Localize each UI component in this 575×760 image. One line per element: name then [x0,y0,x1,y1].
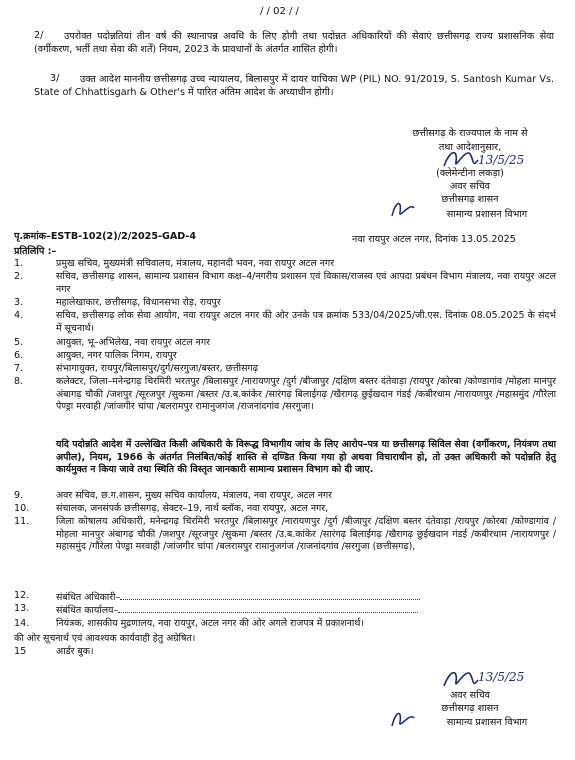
list-item: महालेखाकार, छत्तीसगढ़, विधानसभा रोड़, रायपुर [56,297,221,308]
list-item-continuation: की ओर सूचनार्थ एवं आवश्यक कार्यवाही हेतु अग्रेषित। [14,633,196,644]
para-3-text: उक्त आदेश माननीय छत्तीसगढ़ उच्च न्यायालय, बिलासपुर में दायर याचिका WP (PIL) NO. 91/2019, S. Santosh Kumar Vs. State of Chhattisgarh & Other's में पारित अंतिम आदेश के अध्याधीन होगी। [34,74,554,98]
list-item: आयुक्त, नगर पालिक निगम, रायपुर [56,350,177,361]
list-item: जिला कोषालय अधिकारी, मनेन्द्रगढ़ चिरमिरी भरतपुर /बिलासपुर /नारायणपुर /दुर्ग /बीजापुर /दक्षिण बस्तर दंतेवाड़ा /रायपुर /कोरबा /कोण्डागांव /मोहला मानपुर अंबागढ़ चौकी /जशपुर /सूरजपुर /सुकमा /बस्तर /उ.ब.कांकेर /सारंगढ़ बिलाईगढ़ /खैरागढ़ छुईखदान गंडई /कबीरधाम /नारायणपुर /महासमुंद /गौरेला पेण्ड्रा मरवाही /जांजगीर चांपा /बलरामपुर रामानुजगंज /राजनांदगांव /सरगुजा (छत्तीसगढ़), [56,516,556,553]
signatory-name: (क्लेमेन्टीना लकड़ा) [436,168,504,179]
item-number: 3. [14,297,24,308]
list-item: सचिव, छत्तीसगढ़ लोक सेवा आयोग, नवा रायपुर अटल नगर की ओर उनके पत्र क्रमांक 533/04/2025/जी.एस. दिनांक 08.05.2025 के संदर्भ में सूचनार्थ। [56,310,556,334]
list-item: प्रमुख सचिव, मुख्यमंत्री सचिवालय, मंत्रालय, महानदी भवन, नवा रायपुर अटल नगर [56,258,335,269]
list-item: नियंत्रक, शासकीय मुद्रणालय, नवा रायपुर, अटल नगर की ओर अगले राजपत्र में प्रकाशनार्थ। [56,618,364,629]
signature-date-handwritten-top: 13/5/25 [478,153,525,167]
item-number: 4. [14,310,24,321]
item-number: 6. [14,350,24,361]
item-number: 14. [14,618,30,629]
item-number: 8. [14,376,24,387]
place-date: नवा रायपुर अटल नगर, दिनांक 13.05.2025 [352,234,516,245]
item-number: 9. [14,490,24,501]
para-2-text: उपरोक्त पदोन्नतियां तीन वर्ष की स्थानापन्न अवधि के लिए होगी तथा पदोन्नत अधिकारियों की सेवाएं छत्तीसगढ़ राज्य प्रशासनिक सेवा (वर्गीकरण, भर्ती तथा सेवा की शर्तें) नियम, 2023 के प्रावधानों के अंतर्गत शासित होगी। [34,31,554,55]
list-item: अवर सचिव, छ.ग.शासन, मुख्य सचिव कार्यालय, मंत्रालय, नवा रायपुर, अटल नगर [56,490,333,501]
item-number: 1. [14,258,24,269]
signatory-govt-bottom: छत्तीसगढ़ शासन [441,703,499,714]
list-item: सचिव, छत्तीसगढ़ शासन, सामान्य प्रशासन विभाग कक्ष–4/नगरीय प्रशासन एवं विकास/राजस्व एवं आपदा प्रबंधन विभाग मंत्रालय, नवा रायपुर अटल नगर [56,271,556,295]
item-number: 7. [14,363,24,374]
list-item: आर्डर बुक। [56,646,94,657]
item-number: 12. [14,590,30,601]
item-number: 11. [14,516,30,527]
signatory-dept: सामान्य प्रशासन विभाग [446,209,528,220]
item-number: 15 [14,646,27,657]
list-item-label: संबंधित कार्यालय– [56,605,119,616]
item-number: 5. [14,337,24,348]
order-line: तथा आदेशानुसार, [438,142,502,153]
blank-line [118,604,418,613]
page-number: / / 02 / / [260,6,299,17]
list-item: संचालक, जनसंपर्क छत्तीसगढ़, सेक्टर–19, नार्थ ब्लॉक, नवा रायपुर, अटल नगर, [56,503,329,514]
list-item [56,603,418,616]
signatory-dept-bottom: सामान्य प्रशासन विभाग [446,717,528,728]
reference-number: पृ.क्रमांक–ESTB-102(2)/2/2025-GAD-4 [14,231,197,242]
list-item: संभागायुक्त, रायपुर/बिलासपुर/दुर्ग/सरगुजा/बस्तर, छत्तीसगढ़ [56,363,258,374]
authority-line: छत्तीसगढ़ के राज्यपाल के नाम से [412,128,528,139]
copy-to-label: प्रतिलिपि :– [14,246,57,257]
signatory-designation: अवर सचिव [449,181,491,192]
list-item: कलेक्टर, जिला–मनेन्द्रगढ़ चिरमिरी भरतपुर /बिलासपुर /नारायणपुर /दुर्ग /बीजापुर /दक्षिण बस्तर दंतेवाड़ा /रायपुर /कोरबा /कोण्डागांव /मोहला मानपुर अंबागढ़ चौकी /जशपुर /सूरजपुर /सुकमा /बस्तर /उ.ब.कांकेर /सारंगढ़ बिलाईगढ़ /खैरागढ़ छुईखदान गंडई /कबीरधाम /नारायणपुर /महासमुंद /गौरेला पेण्ड्रा मरवाही /जांजगीर चांपा /बलरामपुर रामानुजगंज /राजनांदगांव /सरगुजा। [56,376,556,413]
blank-line [120,591,420,600]
list-item [56,590,420,603]
list-item: आयुक्त, भू–अभिलेख, नवा रायपुर अटल नगर [56,337,210,348]
item-number: 10. [14,503,30,514]
signatory-designation-bottom: अवर सचिव [449,690,491,701]
item-number: 13. [14,603,30,614]
list-item-label: संबंधित अधिकारी– [56,592,121,603]
signatory-govt: छत्तीसगढ़ शासन [441,194,499,205]
para-2-number: 2/ [34,30,44,41]
para-3-number: 3/ [50,73,60,84]
signature-date-handwritten-bottom: 13/5/25 [478,670,525,684]
item-number: 2. [14,271,24,282]
list-item-bold-note: यदि पदोन्नति आदेश में उल्लेखित किसी अधिकारी के विरूद्ध विभागीय जांच के लिए आरोप–पत्र या छत्तीसगढ़ सिविल सेवा (वर्गीकरण, नियंत्रण तथा अपील), नियम, 1966 के अंतर्गत निलंबित/कोई शास्ति से दण्डित किया गया हो अथवा विचाराधीन हो, तो उक्त अधिकारी को पदोन्नति हेतु कार्यमुक्त न किया जावे तथा स्थिति की विस्तृत जानकारी सामान्य प्रशासन विभाग को दी जाए. [56,439,556,476]
